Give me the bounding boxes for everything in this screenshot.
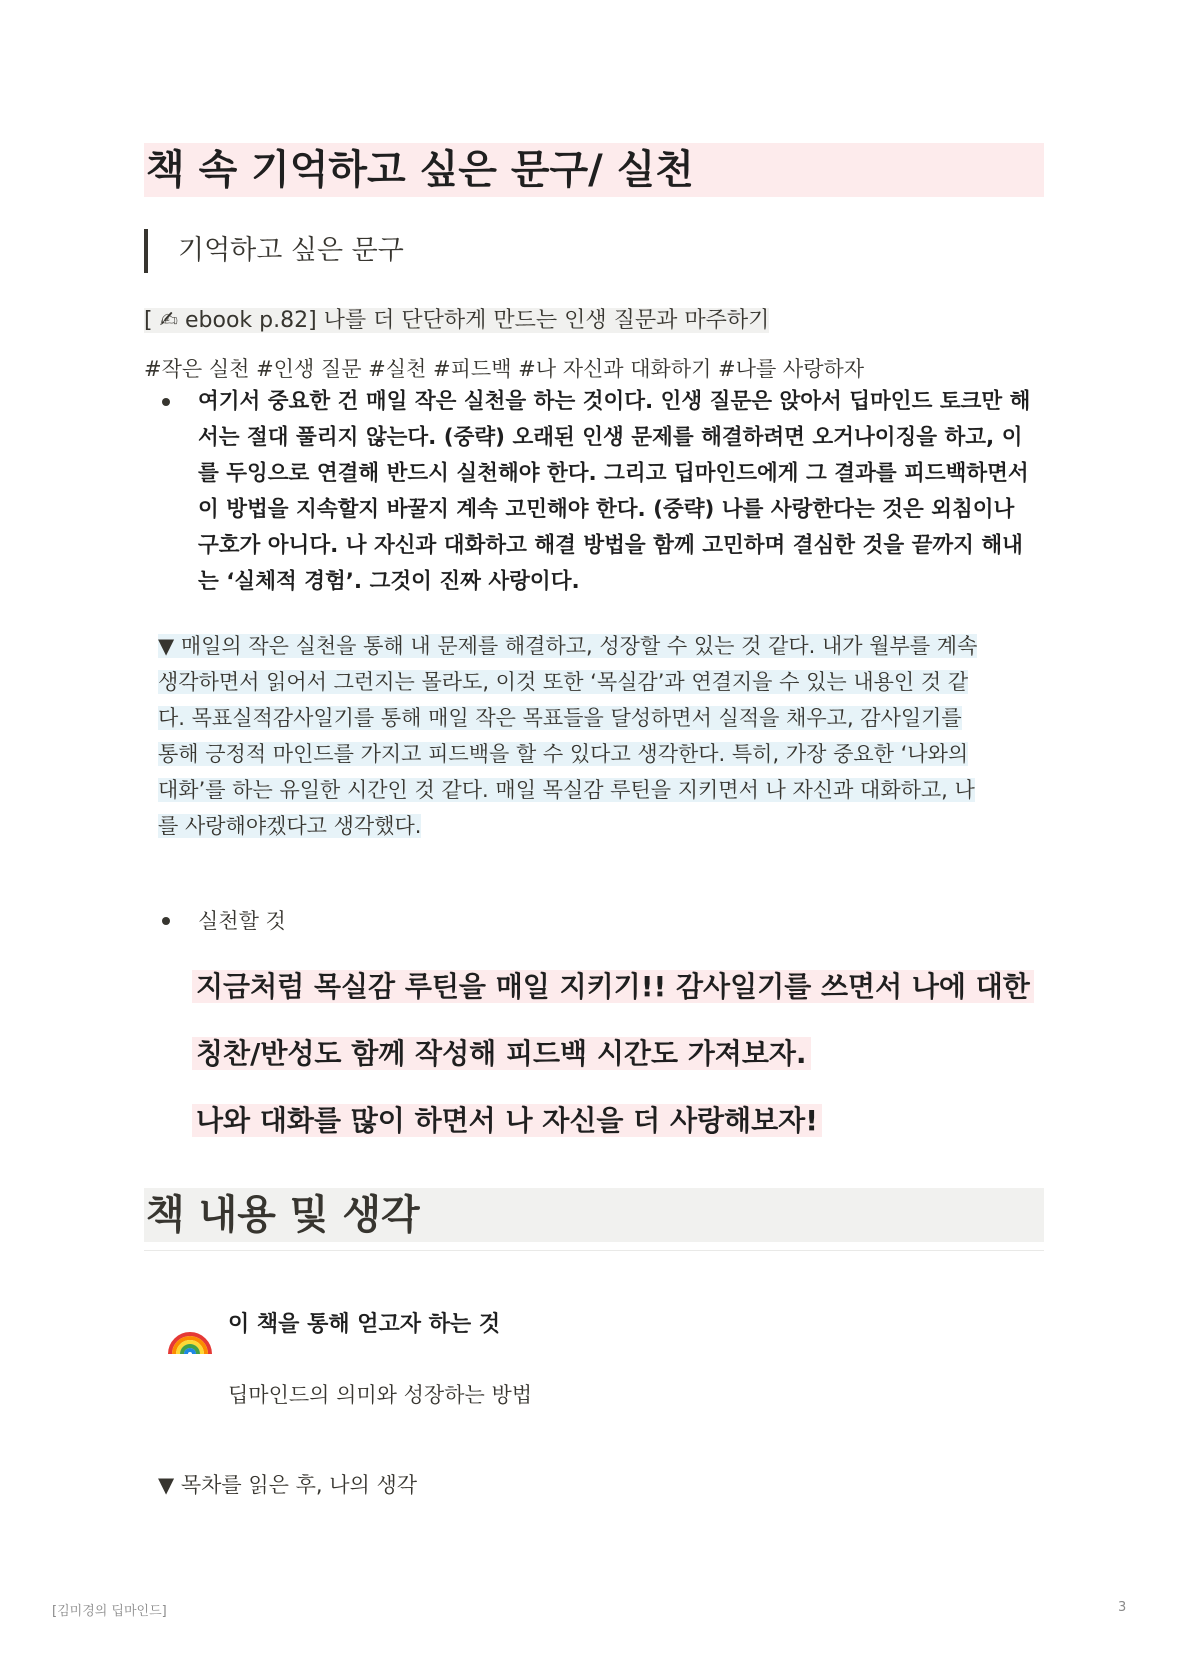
bullet-dot: [162, 398, 170, 406]
footer-book-title: [김미경의 딥마인드]: [52, 1604, 167, 1619]
section-heading-quotes: 책 속 기억하고 싶은 문구/ 실천: [144, 143, 1044, 197]
bullet-dot: [162, 917, 170, 925]
highlight-line: 여기서 중요한 건 매일 작은 실천을 하는 것이다. 인생 질문은 앉아서 딥마인드 토크만 해: [198, 389, 1031, 414]
reflection-line: 대화’를 하는 유일한 시간인 것 같다. 매일 목실감 루틴을 지키면서 나 자신과 대화하고, 나: [158, 778, 975, 802]
callout-title: 이 책을 통해 얻고자 하는 것: [228, 1312, 501, 1337]
practice-line: 지금처럼 목실감 루틴을 매일 지키기!! 감사일기를 쓰면서 나에 대한: [192, 968, 1034, 1006]
reflection-line: 를 사랑해야겠다고 생각했다.: [158, 814, 422, 838]
quote-block: 기억하고 싶은 문구: [144, 229, 404, 273]
highlight-line: 서는 절대 풀리지 않는다. (중략) 오래된 인생 문제를 해결하려면 오거나이징을 하고, 이: [198, 425, 1023, 450]
reflection-line: 통해 긍정적 마인드를 가지고 피드백을 할 수 있다고 생각한다. 특히, 가장 중요한 ‘나와의: [158, 742, 969, 766]
practice-line: 나와 대화를 많이 하면서 나 자신을 더 사랑해보자!: [192, 1102, 822, 1140]
reflection-line: ▼ 매일의 작은 실천을 통해 내 문제를 해결하고, 성장할 수 있는 것 같다. 내가 월부를 계속: [158, 634, 978, 658]
highlight-line: 를 두잉으로 연결해 반드시 실천해야 한다. 그리고 딥마인드에게 그 결과를 피드백하면서: [198, 461, 1029, 486]
book-citation: [144, 304, 769, 338]
callout-body: 딥마인드의 의미와 성장하는 방법: [228, 1383, 533, 1407]
toc-thoughts-toggle[interactable]: ▼ 목차를 읽은 후, 나의 생각: [158, 1473, 418, 1497]
highlight-line: 는 ‘실체적 경험’. 그것이 진짜 사랑이다.: [198, 569, 580, 594]
reflection-line: 다. 목표실적감사일기를 통해 매일 작은 목표들을 달성하면서 실적을 채우고, 감사일기를: [158, 706, 962, 730]
reflection-toggle[interactable]: [158, 628, 1044, 844]
practice-line: 칭찬/반성도 함께 작성해 피드백 시간도 가져보자.: [192, 1035, 811, 1073]
hashtags: #작은 실천 #인생 질문 #실천 #피드백 #나 자신과 대화하기 #나를 사랑하자: [144, 357, 865, 381]
section-heading-content: 책 내용 및 생각: [144, 1188, 1044, 1242]
reflection-line: 생각하면서 읽어서 그런지는 몰라도, 이것 또한 ‘목실감’과 연결지을 수 있는 내용인 것 같: [158, 670, 969, 694]
highlight-line: 이 방법을 지속할지 바꿀지 계속 고민해야 한다. (중략) 나를 사랑한다는 것은 외침이나: [198, 497, 1015, 522]
practice-label: 실천할 것: [198, 909, 286, 933]
highlight-quote: [198, 384, 1044, 600]
highlight-line: 구호가 아니다. 나 자신과 대화하고 해결 방법을 함께 고민하며 결심한 것을 끝까지 해내: [198, 533, 1023, 558]
rainbow-icon: [166, 1310, 214, 1358]
page-number: 3: [1118, 1600, 1127, 1615]
citation-text: [ ✍ ebook p.82] 나를 더 단단하게 만드는 인생 질문과 마주하기: [144, 308, 770, 333]
heading-divider: [144, 1250, 1044, 1251]
